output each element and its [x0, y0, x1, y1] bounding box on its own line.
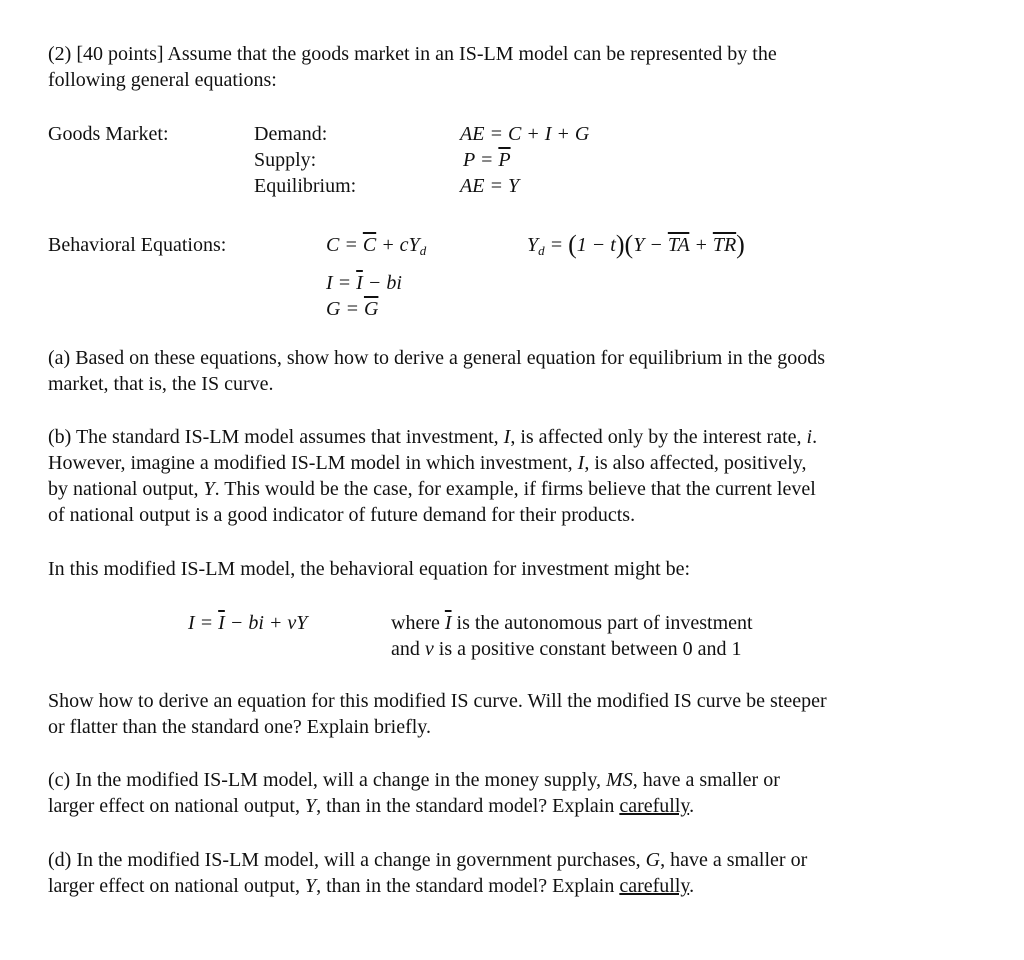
modified-eq-lhs: I	[188, 612, 195, 634]
demand-equation: AE = C + I + G	[460, 123, 590, 145]
government-equation: $G = \overline{G}$	[326, 298, 379, 320]
disposable-lhs: Y	[527, 234, 539, 256]
supply-rhs: $\overline{P}$	[498, 149, 511, 171]
investment-equation: $I = \overline{I}$ − bi	[326, 272, 402, 294]
behavioral-label: Behavioral Equations:	[48, 234, 227, 256]
part-a-line-1: (a) Based on these equations, show how to derive a general equation for equilibrium in the goods	[48, 347, 826, 369]
where-line: where $\overline{I}$ is the autonomous part of investment	[391, 612, 753, 634]
consumption-autonomous: $\overline{C}$	[362, 234, 377, 256]
question-line-2: following general equations:	[48, 69, 277, 91]
part-b-line-3: by national output, Y. This would be the case, for example, if firms believe that the current level	[48, 478, 816, 500]
part-d	[48, 847, 948, 899]
demand-label: Demand:	[254, 123, 328, 145]
and-var: v	[424, 638, 434, 660]
demand-lhs: AE	[460, 123, 485, 145]
disposable-income-equation: $Y_d = (1 - t)(Y - \overline{TA} + \overline{TR})$	[527, 230, 745, 259]
part-d-emphasis: carefully	[619, 875, 690, 897]
part-a	[48, 345, 948, 397]
goods-market-names	[254, 121, 356, 199]
modified-eq-autonomous: $\overline{I}$	[218, 612, 225, 634]
goods-market-equations	[460, 121, 589, 199]
equilibrium-lhs: AE	[460, 175, 485, 197]
where-var: $\overline{I}$	[444, 612, 452, 634]
investment-autonomous: $\overline{I}$	[356, 272, 363, 294]
supply-label: Supply:	[254, 149, 317, 171]
show-line-2: or flatter than the standard one? Explain briefly.	[48, 716, 431, 738]
part-d-line-1: (d) In the modified IS-LM model, will a change in government purchases, G, have a smaller or	[48, 849, 808, 871]
supply-lhs: P	[463, 149, 475, 171]
consumption-equation: $C = \overline{C} + cY_d$	[326, 234, 427, 258]
and-line: and v is a positive constant between 0 and 1	[391, 638, 742, 660]
question-intro	[48, 41, 948, 93]
equilibrium-rhs: Y	[507, 175, 520, 197]
part-b-line-2: However, imagine a modified IS-LM model in which investment, I, is also affected, positively,	[48, 452, 807, 474]
investment-lhs: I	[326, 272, 333, 294]
part-c	[48, 767, 948, 819]
goods-market-label: Goods Market:	[48, 123, 169, 145]
investment-rest: − bi	[367, 272, 402, 294]
modified-investment-equation: $I = \overline{I}$ − bi + vY	[188, 612, 308, 634]
disposable-output: Y −	[633, 234, 668, 256]
consumption-rest: + cY	[381, 234, 420, 256]
consumption-subscript: d	[419, 243, 427, 258]
part-c-line-2: larger effect on national output, Y, than in the standard model? Explain carefully.	[48, 795, 695, 817]
government-autonomous: $\overline{G}$	[363, 298, 379, 320]
government-lhs: G	[326, 298, 341, 320]
part-b-line-4: of national output is a good indicator of future demand for their products.	[48, 504, 636, 526]
part-a-line-2: market, that is, the IS curve.	[48, 373, 274, 395]
part-c-line-1: (c) In the modified IS-LM model, will a change in the money supply, MS, have a smaller or	[48, 769, 780, 791]
question-line-1: (2) [40 points] Assume that the goods market in an IS-LM model can be represented by the	[48, 43, 777, 65]
demand-rhs: C + I + G	[507, 123, 590, 145]
consumption-lhs: C	[326, 234, 340, 256]
disposable-tax-term: 1 − t	[576, 234, 616, 256]
part-c-emphasis: carefully	[619, 795, 690, 817]
modified-eq-rest: − bi + vY	[229, 612, 308, 634]
supply-equation: $P = \overline{P}$	[463, 149, 511, 171]
disposable-transfers: $\overline{TR}$	[712, 234, 737, 256]
disposable-taxes: $\overline{TA}$	[667, 234, 690, 256]
disposable-plus: +	[689, 234, 713, 256]
equilibrium-equation: AE = Y	[460, 175, 520, 197]
part-d-line-2: larger effect on national output, Y, than in the standard model? Explain carefully.	[48, 875, 695, 897]
disposable-subscript: d	[538, 243, 545, 258]
part-b	[48, 424, 948, 528]
modified-intro: In this modified IS-LM model, the behavioral equation for investment might be:	[48, 558, 691, 580]
equilibrium-label: Equilibrium:	[254, 175, 357, 197]
show-line-1: Show how to derive an equation for this modified IS curve. Will the modified IS curve be steeper	[48, 690, 827, 712]
show-derivation	[48, 688, 948, 740]
part-b-line-1: (b) The standard IS-LM model assumes that investment, I, is affected only by the interest rate, i.	[48, 426, 818, 448]
modified-where-note	[391, 610, 753, 662]
